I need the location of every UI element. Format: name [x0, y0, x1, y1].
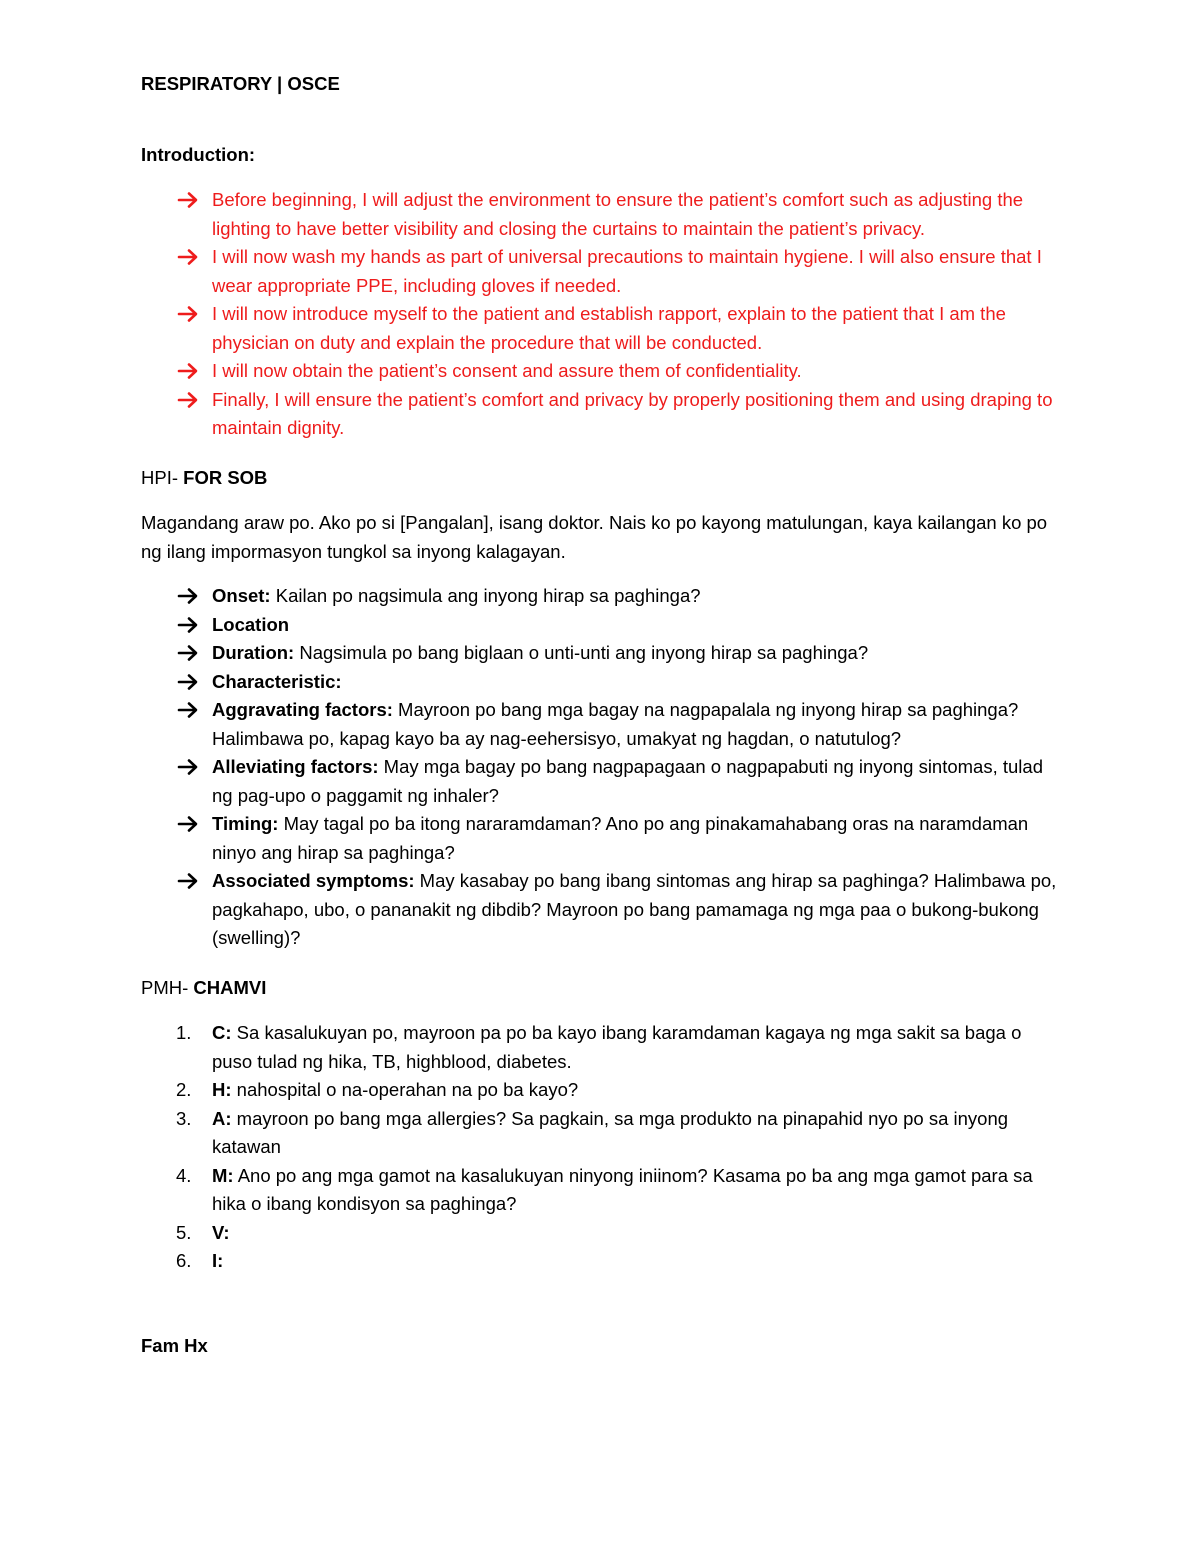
pmh-item-text: Ano po ang mga gamot na kasalukuyan ninyong iniinom? Kasama po ba ang mga gamot para sa hika o ibang kondisyon sa paghinga?: [212, 1164, 1033, 1214]
introduction-item-text: I will now obtain the patient’s consent and assure them of confidentiality.: [212, 360, 802, 381]
document-title: RESPIRATORY | OSCE: [141, 73, 340, 94]
fam-hx-heading: Fam Hx: [141, 1334, 208, 1356]
pmh-item-label: H:: [212, 1079, 232, 1100]
introduction-list: [141, 186, 1061, 443]
list-number: 1.: [176, 1022, 192, 1043]
list-item: [141, 1019, 1061, 1076]
list-item: [141, 186, 1061, 243]
list-number: 3.: [176, 1107, 192, 1129]
hpi-item-label: Characteristic:: [212, 670, 342, 692]
pmh-item-text: Sa kasalukuyan po, mayroon pa po ba kayo ibang karamdaman kagaya ng mga sakit sa baga o puso tulad ng hika, TB, highblood, diabetes.: [212, 1022, 1022, 1072]
hpi-heading-prefix: HPI-: [141, 466, 184, 488]
hpi-item-label: Location: [212, 613, 290, 635]
list-item: [141, 1247, 1061, 1276]
list-item: [141, 1076, 1061, 1105]
hpi-item-text: May kasabay po bang ibang sintomas ang hirap sa paghinga? Halimbawa po, pagkahapo, ubo, o pananakit ng dibdib? Mayroon po bang pamamaga ng mga paa o bukong-bukong (swelling)?: [212, 870, 1057, 948]
list-item: [141, 243, 1061, 300]
hpi-list: [141, 582, 1061, 953]
pmh-item-label: I:: [212, 1250, 224, 1271]
hpi-item-label: Timing:: [212, 813, 279, 834]
list-item: [141, 1105, 1061, 1162]
list-item: [141, 668, 1061, 697]
pmh-item-label: A:: [212, 1107, 232, 1129]
pmh-heading-bold: CHAMVI: [193, 976, 267, 998]
list-item: [141, 696, 1061, 753]
arrow-right-icon: [176, 243, 202, 271]
pmh-item-label: C:: [212, 1022, 232, 1043]
arrow-right-icon: [176, 357, 202, 385]
hpi-item-label: Duration:: [212, 642, 295, 663]
arrow-right-icon: [176, 300, 202, 328]
introduction-item-text: I will now wash my hands as part of universal precautions to maintain hygiene. I will also ensure that I wear appropriate PPE, including gloves if needed.: [212, 246, 1042, 296]
introduction-item-text: Before beginning, I will adjust the environment to ensure the patient’s comfort such as adjusting the lighting to have better visibility and closing the curtains to maintain the patient’s privacy.: [212, 189, 1024, 239]
pmh-item-text: nahospital o na-operahan na po ba kayo?: [231, 1079, 579, 1100]
hpi-item-text: May mga bagay po bang nagpapagaan o nagpapabuti ng inyong sintomas, tulad ng pag-upo o paggamit ng inhaler?: [212, 756, 1043, 806]
list-item: [141, 1162, 1061, 1219]
pmh-heading-prefix: PMH-: [141, 976, 194, 998]
pmh-item-label: V:: [212, 1221, 230, 1243]
hpi-item-label: Alleviating factors:: [212, 756, 379, 777]
introduction-item-text: I will now introduce myself to the patient and establish rapport, explain to the patient that I am the physician on duty and explain the procedure that will be conducted.: [212, 303, 1006, 353]
list-number: 4.: [176, 1164, 192, 1186]
arrow-right-icon: [176, 810, 202, 838]
list-item: [141, 357, 1061, 386]
arrow-right-icon: [176, 753, 202, 781]
pmh-heading: [141, 974, 1061, 1003]
list-item: [141, 639, 1061, 668]
list-item: [141, 611, 1061, 640]
arrow-right-icon: [176, 639, 202, 667]
hpi-item-label: Associated symptoms:: [212, 870, 415, 891]
list-item: [141, 1219, 1061, 1248]
document-page: [141, 70, 1061, 1360]
list-item: [141, 810, 1061, 867]
pmh-list: [141, 1019, 1061, 1276]
list-number: 6.: [176, 1250, 192, 1271]
hpi-item-text: Kailan po nagsimula ang inyong hirap sa paghinga?: [270, 585, 701, 606]
introduction-item-text: Finally, I will ensure the patient’s comfort and privacy by properly positioning them and using draping to maintain dignity.: [212, 388, 1053, 438]
list-item: [141, 867, 1061, 953]
pmh-item-text: mayroon po bang mga allergies? Sa pagkain, sa mga produkto na pinapahid nyo po sa inyong katawan: [212, 1107, 1009, 1157]
list-number: 5.: [176, 1221, 192, 1243]
hpi-item-text: Nagsimula po bang biglaan o unti-unti ang inyong hirap sa paghinga?: [294, 642, 869, 663]
list-item: [141, 582, 1061, 611]
arrow-right-icon: [176, 611, 202, 639]
hpi-heading: [141, 464, 1061, 493]
arrow-right-icon: [176, 668, 202, 696]
list-number: 2.: [176, 1079, 192, 1100]
arrow-right-icon: [176, 582, 202, 610]
arrow-right-icon: [176, 867, 202, 895]
hpi-heading-bold: FOR SOB: [183, 466, 268, 488]
hpi-intro-paragraph: Magandang araw po. Ako po si [Pangalan], isang doktor. Nais ko po kayong matulungan, kaya kailangan ko po ng ilang impormasyon tungkol sa inyong kalagayan.: [141, 512, 1048, 562]
list-item: [141, 300, 1061, 357]
introduction-heading: Introduction:: [141, 143, 256, 165]
arrow-right-icon: [176, 696, 202, 724]
arrow-right-icon: [176, 386, 202, 414]
pmh-item-label: M:: [212, 1164, 234, 1186]
hpi-item-text: Mayroon po bang mga bagay na nagpapalala ng inyong hirap sa paghinga? Halimbawa po, kapag kayo ba ay nag-eehersisyo, umakyat ng hagdan, o natutulog?: [212, 699, 1019, 749]
hpi-item-label: Aggravating factors:: [212, 699, 393, 720]
hpi-item-text: May tagal po ba itong nararamdaman? Ano po ang pinakamahabang oras na naramdaman ninyo ang hirap sa paghinga?: [212, 813, 1029, 863]
arrow-right-icon: [176, 186, 202, 214]
hpi-item-label: Onset:: [212, 585, 271, 606]
list-item: [141, 753, 1061, 810]
list-item: [141, 386, 1061, 443]
